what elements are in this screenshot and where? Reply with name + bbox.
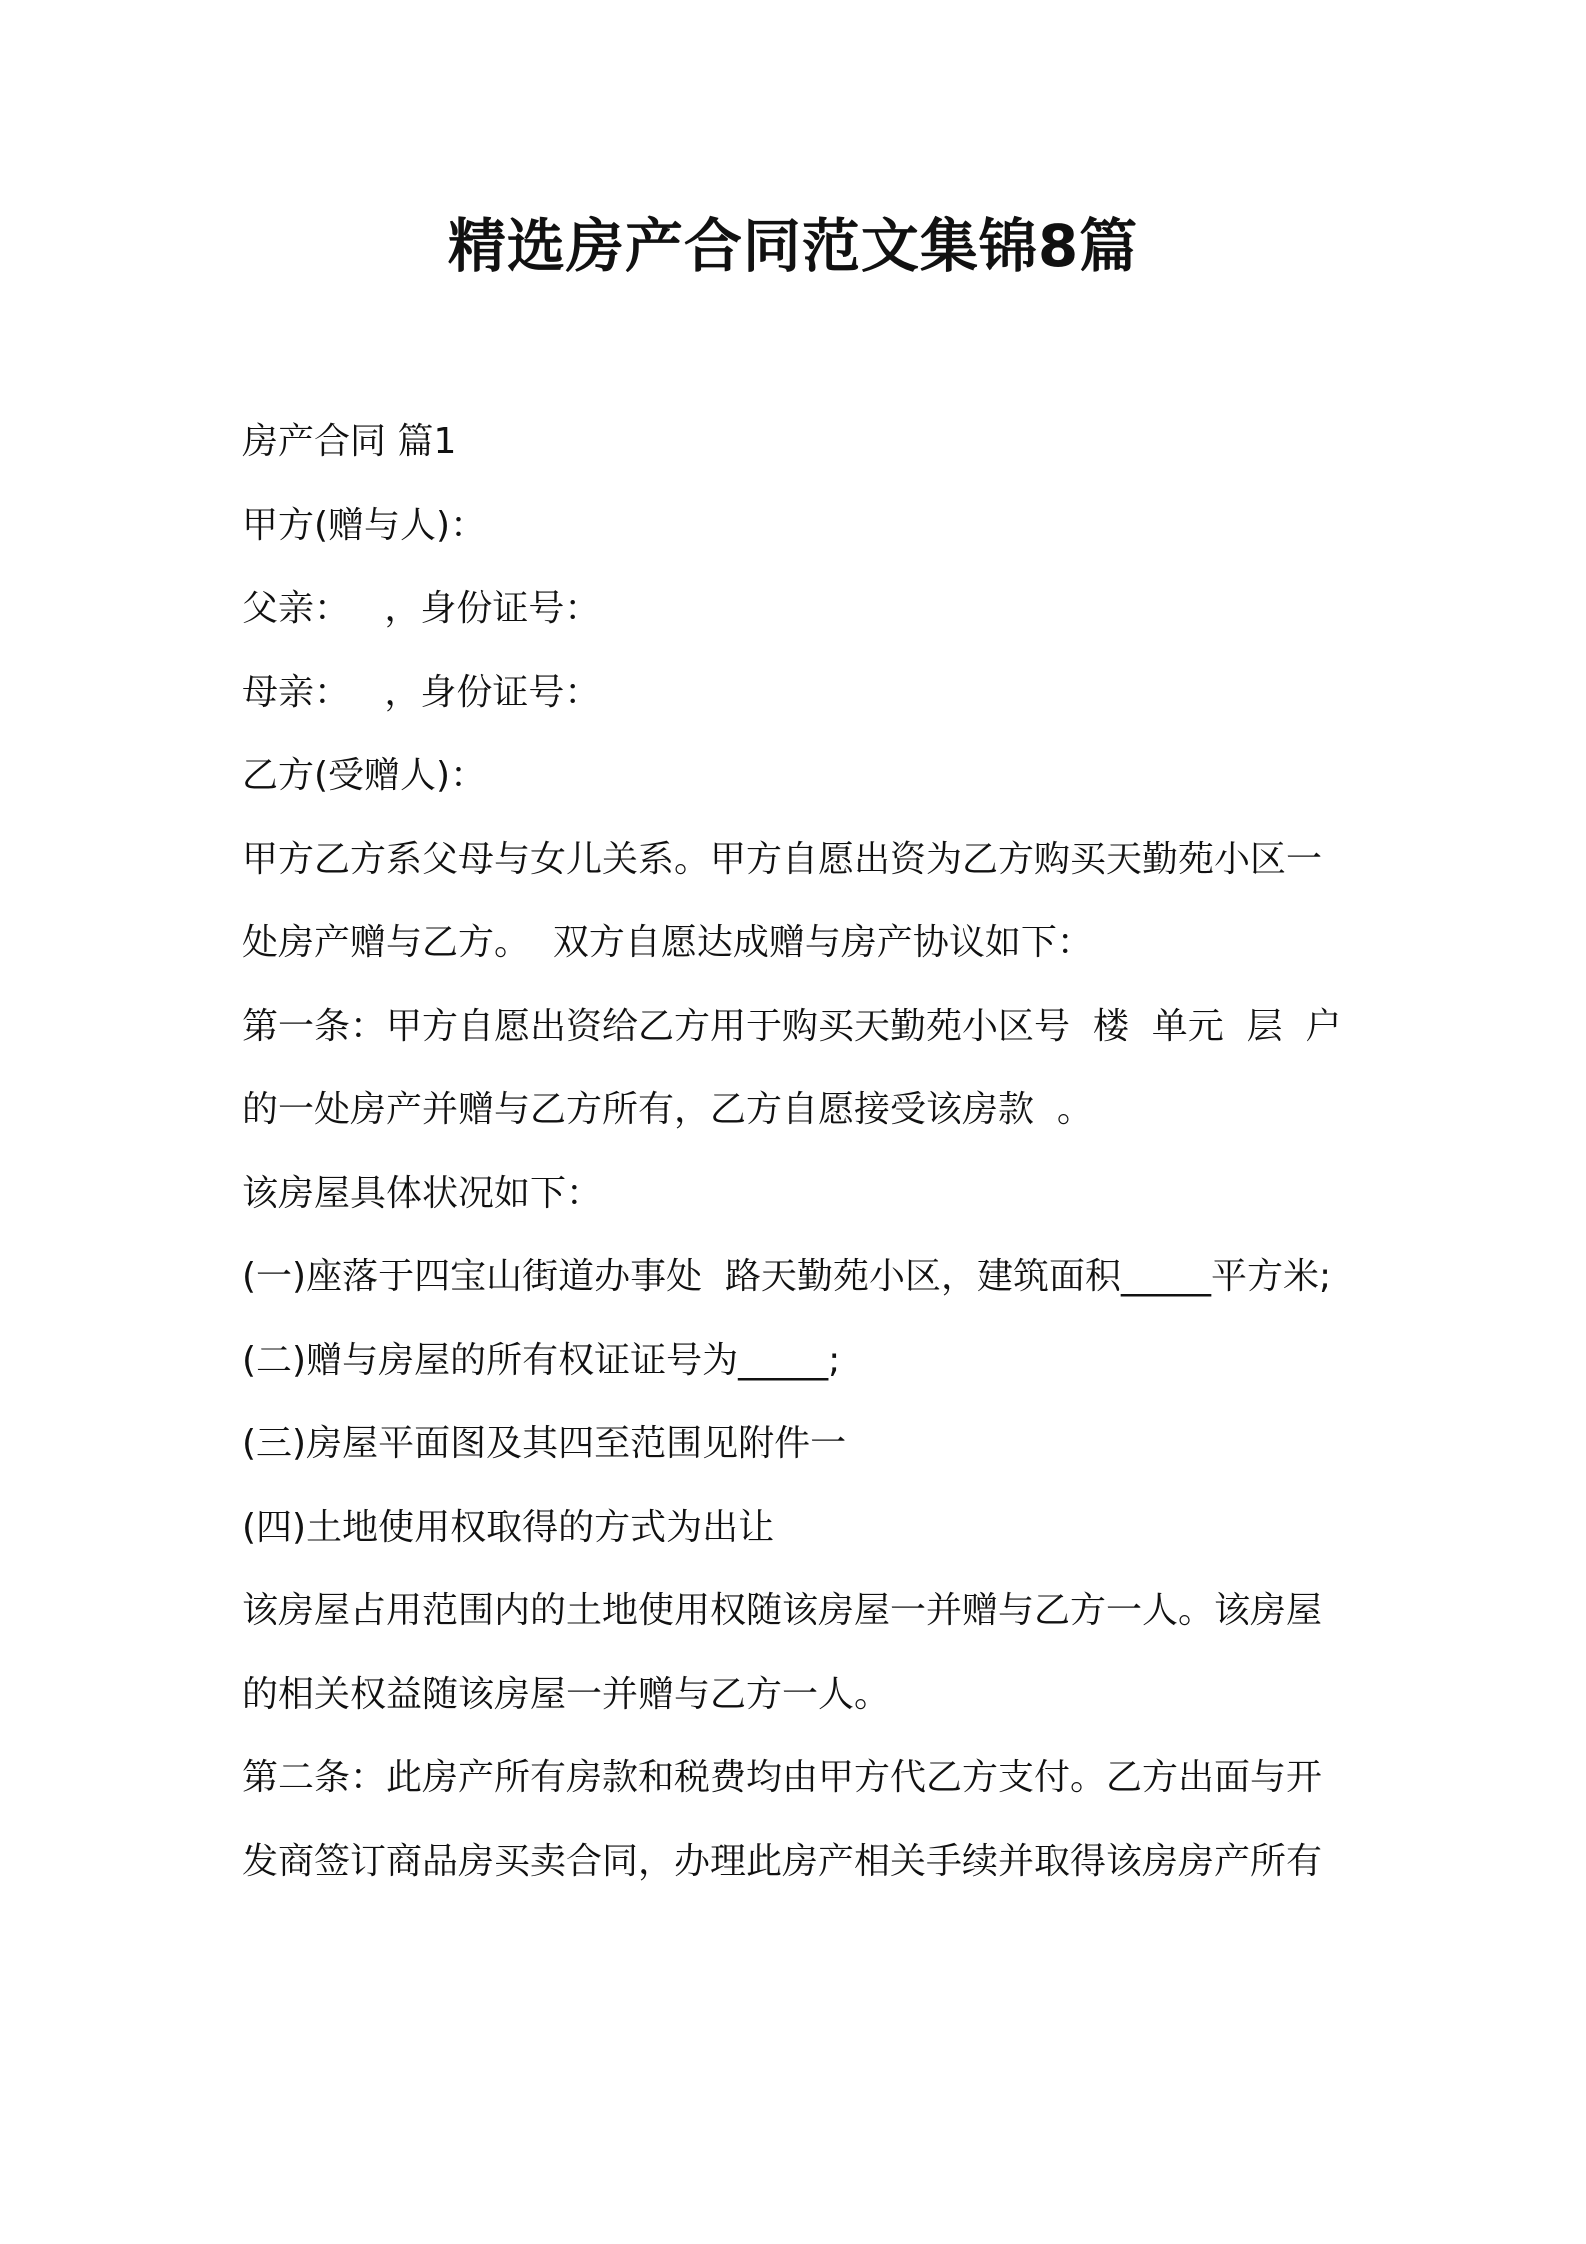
document-title: 精选房产合同范文集锦8篇 bbox=[447, 212, 1139, 280]
paragraph-item-4: (四)土地使用权取得的方式为出让 bbox=[242, 1506, 775, 1548]
paragraph-land-rights: 该房屋占用范围内的土地使用权随该房屋一并赠与乙方一人。该房屋的相关权益随该房屋一并赠与乙方一人。 bbox=[242, 1590, 1323, 1715]
paragraph-article-2: 第二条：此房产所有房款和税费均由甲方代乙方支付。乙方出面与开发商签订商品房买卖合同，办理此房产相关手续并取得该房房产所有 bbox=[242, 1757, 1323, 1882]
paragraph-father: 父亲： ，身份证号： bbox=[242, 588, 601, 629]
paragraph-donor-label: 甲方(赠与人)： bbox=[242, 504, 487, 546]
document-body bbox=[242, 400, 1357, 1903]
paragraph-mother: 母亲： ，身份证号： bbox=[242, 671, 601, 713]
paragraph-item-2: (二)赠与房屋的所有权证证号为_____; bbox=[242, 1339, 841, 1381]
paragraph-property-status: 该房屋具体状况如下： bbox=[242, 1172, 603, 1214]
paragraph-relationship: 甲方乙方系父母与女儿关系。甲方自愿出资为乙方购买天勤苑小区一处房产赠与乙方。 双方自愿达成赠与房产协议如下： bbox=[242, 838, 1323, 963]
paragraph-item-1: (一)座落于四宝山街道办事处 路天勤苑小区，建筑面积_____平方米; bbox=[242, 1256, 1332, 1297]
paragraph-donee-label: 乙方(受赠人)： bbox=[242, 755, 487, 796]
paragraph-article-1: 第一条：甲方自愿出资给乙方用于购买天勤苑小区号 楼 单元 层 户的一处房产并赠与乙方所有，乙方自愿接受该房款 。 bbox=[242, 1005, 1342, 1130]
section-heading: 房产合同 篇1 bbox=[242, 421, 457, 462]
paragraph-item-3: (三)房屋平面图及其四至范围见附件一 bbox=[242, 1423, 847, 1464]
